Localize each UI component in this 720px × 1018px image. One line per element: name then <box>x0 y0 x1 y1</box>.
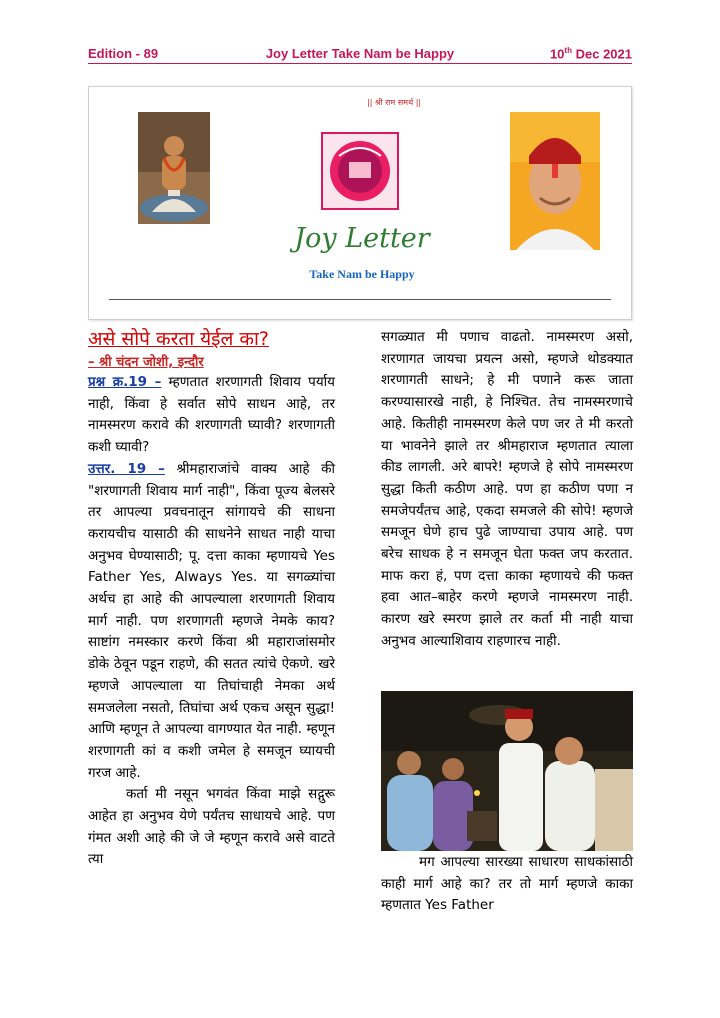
logo-tagline: Take Nam be Happy <box>309 267 415 281</box>
date-suffix: th <box>564 46 572 55</box>
page-header <box>88 44 632 64</box>
body-paragraph-3: सगळ्यात मी पणाच वाढतो. नामस्मरण असो, शरणागत जायचा प्रयत्न असो, म्हणजे थोडक्यात शरणागती साधने; हे मी पणाने करू जाता करण्यासारखे नाही, हे निश्चित. तेच नामस्मरणाचे आहे. कितीही नामस्मरण केले पण जर ते मी करतो या भावनेने झाले तर श्रीमहाराज म्हणतात त्याला कीड लागली. अरे बापरे! म्हणजे हे सोपे नामस्मरण सुद्धा किती कठीण आहे. पण हा कठीण पणा न समजेपर्यंतच आहे, एकदा समजले की सोपे! म्हणजे समजून घेणे हाच पुढे जाण्याचा उपाय आहे. पण बरेच साधक हे न समजून घेता फक्त जप करतात. माफ करा हं, पण दत्ता काका म्हणायचे की फक्त हवा आत–बाहेर करणे म्हणजे नामस्मरण नाही. कारण खरे स्मरण झाले तर कर्ता मी नाही याचा अनुभव आल्याशिवाय राहणारच नाही. <box>381 329 633 649</box>
guru-photo-left <box>138 112 210 224</box>
logo-title: Joy Letter <box>294 223 430 254</box>
answer-text: श्रीमहाराजांचे वाक्य आहे की "शरणागती शिवाय मार्ग नाही", किंवा पूज्य बेलसरे तर आपल्या प्रवचनातून सांगायचे की साधना करायचीच यासाठी की साधनेने साधत नाही याचा अनुभव घेण्यासाठी; पू. दत्ता काका म्हणायचे Yes Father Yes, Always Yes. या सगळ्यांचा अर्थच हा आहे की आपल्याला शरणागती शिवाय मार्ग नाही. पण शरणागती म्हणजे नेमके काय? साष्टांग नमस्कार करणे किंवा श्री महाराजांसमोर डोके ठेवून पडून राहणे, की सतत त्यांचे ऐकणे. खरे म्हणजे आपल्याला या तिघांचाही नेमका अर्थ समजलेला नसतो, तिघांचा अर्थ एकच असून सुद्धा! आणि म्हणून ते आपल्या वागण्यात येत नाही. म्हणून शरणागती कां व कशी जमेल हे समजून घ्यायची गरज आहे. <box>88 460 335 781</box>
issue-date <box>550 46 632 61</box>
guru-photo-right <box>510 112 600 250</box>
article-continued <box>381 852 633 917</box>
header-rule <box>88 63 632 64</box>
article-right-column <box>381 327 633 653</box>
date-day: 10 <box>549 46 565 62</box>
joy-letter-logo <box>321 132 399 210</box>
question-label: प्रश्न क्र.19 – <box>88 374 162 390</box>
answer-label: उत्तर. 19 – <box>88 460 165 477</box>
event-photograph <box>381 691 633 851</box>
banner-invocation: || श्री राम समर्थ || <box>367 98 422 107</box>
article-left-column <box>88 327 335 871</box>
newsletter-title: Joy Letter Take Nam be Happy <box>265 46 455 61</box>
question-text: म्हणतात शरणागती शिवाय पर्याय नाही, किंवा हे सर्वात सोपे साधन आहे, तर नामस्मरण करावे की शरणागती घ्यावी? शरणागती कशी घ्यावी? <box>88 374 335 456</box>
question-paragraph <box>88 372 335 459</box>
masthead-banner <box>88 86 632 320</box>
banner-divider <box>109 299 611 300</box>
edition-label: Edition - 89 <box>88 46 159 61</box>
body-paragraph-4: मग आपल्या सारख्या साधारण साधकांसाठी काही मार्ग आहे का? तर तो मार्ग म्हणजे काका म्हणतात Yes Father <box>381 854 633 914</box>
article-author: – श्री चंदन जोशी, इन्दौर <box>88 355 204 370</box>
date-rest: Dec 2021 <box>575 46 632 62</box>
body-paragraph-2: कर्ता मी नसून भगवंत किंवा माझे सद्गुरू आहेत हा अनुभव येणे पर्यंतच साधायचे आहे. पण गंमत अशी आहे की जे जे म्हणून करावे असे वाटते त्या <box>88 786 335 868</box>
article-title: असे सोपे करता येईल का? <box>88 328 270 350</box>
answer-paragraph <box>88 459 335 785</box>
